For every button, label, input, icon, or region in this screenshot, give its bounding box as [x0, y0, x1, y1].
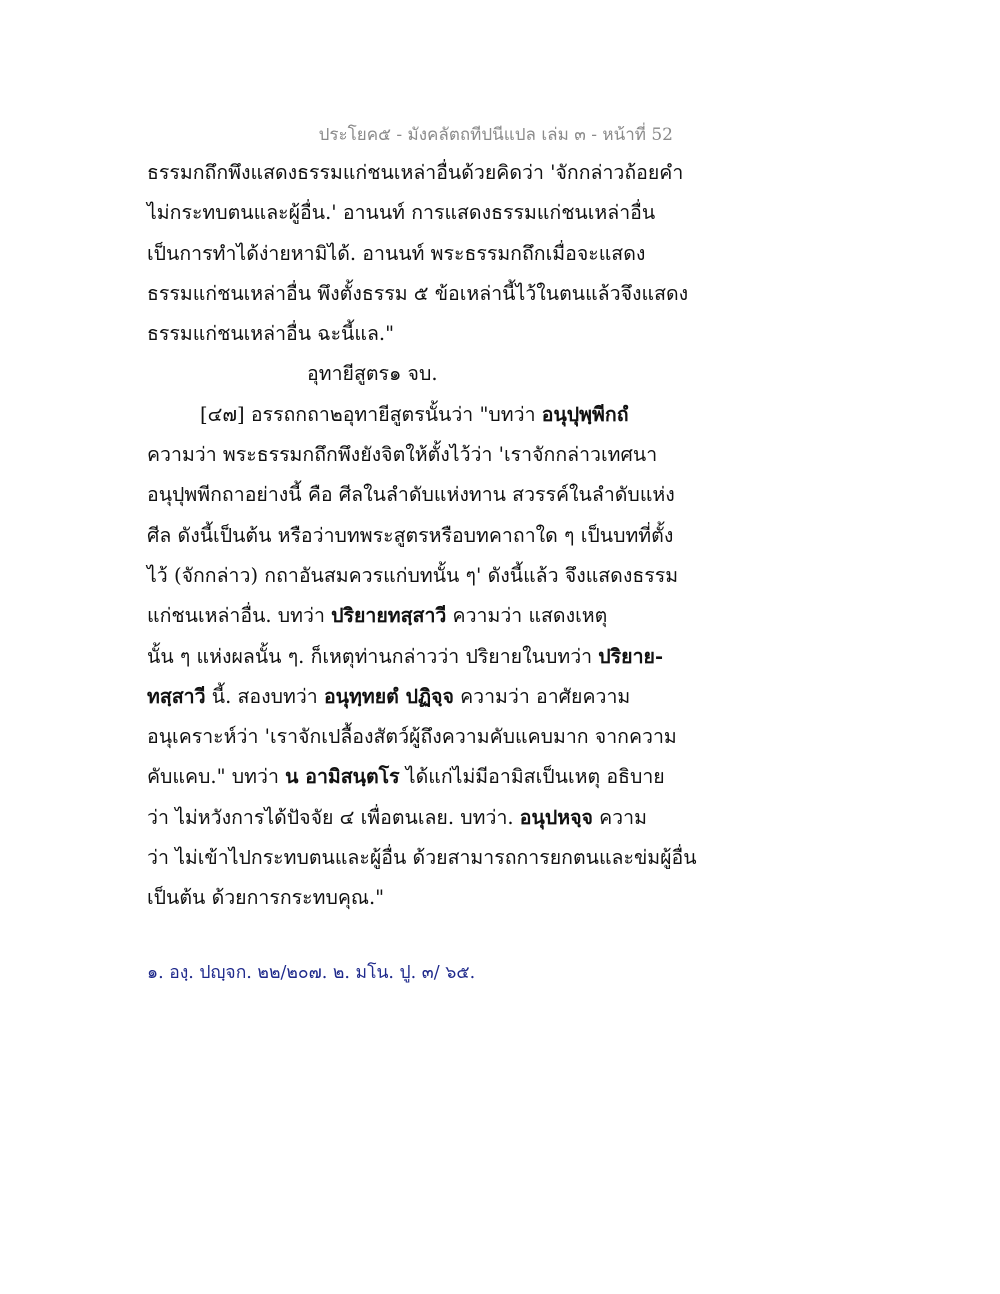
pali-term: น อามิสนฺตโร: [285, 765, 400, 789]
text-segment: ธรรมแก่ชนเหล่าอื่น พึงตั้งธรรม ๕ ข้อเหล่านี้ไว้ในตนแล้วจึงแสดง: [147, 281, 689, 305]
text-line: [147, 838, 697, 878]
text-line: [147, 274, 687, 314]
text-line: [147, 314, 687, 354]
sutta-end-line: [147, 354, 687, 394]
text-segment: ธรรมกถึกพึงแสดงธรรมแก่ชนเหล่าอื่นด้วยคิดว่า 'จักกล่าวถ้อยคำ: [147, 161, 684, 184]
text-segment: ความ: [592, 805, 647, 829]
text-segment: อนุปุพพีกถาอย่างนี้ คือ ศีลในลำดับแห่งทาน สวรรค์ในลำดับแห่ง: [147, 483, 675, 507]
text-segment: [๔๗] อรรถกถา๒อุทายีสูตรนั้นว่า "บทว่า: [200, 402, 542, 426]
text-line: [147, 234, 687, 274]
pali-term: ปริยาย-: [598, 644, 664, 668]
text-line: [147, 475, 687, 515]
text-segment: ว่า ไม่เข้าไปกระทบตนและผู้อื่น ด้วยสามารถการยกตนและข่มผู้อื่น: [147, 846, 697, 870]
text-segment: เป็นต้น ด้วยการกระทบคุณ.": [147, 886, 385, 910]
text-line: [147, 637, 687, 677]
text-segment: ธรรมแก่ชนเหล่าอื่น ฉะนี้แล.": [147, 322, 395, 346]
pali-term: ทสฺสาวี: [147, 684, 206, 708]
text-segment: นั้น ๆ แห่งผลนั้น ๆ. ก็เหตุท่านกล่าวว่า ปริยายในบทว่า: [147, 644, 599, 668]
text-line: [147, 677, 687, 717]
text-line: [147, 435, 687, 475]
text-segment: ไว้ (จักกล่าว) กถาอันสมควรแก่บทนั้น ๆ' ดังนี้แล้ว จึงแสดงธรรม: [147, 563, 679, 587]
text-segment: นี้. สองบทว่า: [205, 684, 324, 708]
text-line: [147, 878, 687, 918]
text-line: [147, 153, 687, 193]
footnote: ๑. องฺ. ปญฺจก. ๒๒/๒๐๗. ๒. มโน. ปู. ๓/ ๖๕.: [147, 963, 476, 983]
text-line: [147, 798, 687, 838]
text-line: [147, 717, 687, 757]
text-line: [147, 596, 687, 636]
text-segment: อนุเคราะห์ว่า 'เราจักเปลื้องสัตว์ผู้ถึงความคับแคบมาก จากความ: [147, 725, 677, 749]
text-segment: ว่า ไม่หวังการได้ปัจจัย ๔ เพื่อตนเลย. บทว่า.: [147, 805, 520, 829]
text-line: [147, 395, 687, 435]
text-segment: คับแคบ." บทว่า: [147, 765, 286, 789]
text-segment: ความว่า แสดงเหตุ: [446, 604, 608, 628]
text-segment: เป็นการทำได้ง่ายหามิได้. อานนท์ พระธรรมกถึกเมื่อจะแสดง: [147, 241, 646, 265]
text-segment: ได้แก่ไม่มีอามิสเป็นเหตุ อธิบาย: [399, 765, 665, 789]
page-header: ประโยค๕ - มังคลัตถทีปนีแปล เล่ม ๓ - หน้าที่ 52: [318, 125, 673, 145]
text-segment: ความว่า อาศัยความ: [453, 684, 631, 708]
body-text: [147, 153, 697, 919]
pali-term: อนุทฺทยตํ ปฏิจฺจ: [323, 684, 454, 708]
text-segment: ความว่า พระธรรมกถึกพึงยังจิตให้ตั้งไว้ว่า 'เราจักกล่าวเทศนา: [147, 443, 658, 467]
text-segment: อุทายีสูตร๑ จบ.: [307, 362, 438, 386]
text-line: [147, 193, 687, 233]
pali-term: อนุปหจฺจ: [519, 805, 593, 829]
pali-term: ปริยายทสฺสาวี: [331, 604, 447, 628]
text-line: [147, 556, 687, 596]
text-line: [147, 516, 687, 556]
pali-term: อนุปุพฺพีกถํ: [541, 402, 629, 426]
text-segment: ศีล ดังนี้เป็นต้น หรือว่าบทพระสูตรหรือบทคาถาใด ๆ เป็นบทที่ตั้ง: [147, 523, 674, 547]
text-segment: ไม่กระทบตนและผู้อื่น.' อานนท์ การแสดงธรรมแก่ชนเหล่าอื่น: [147, 201, 656, 225]
text-line: [147, 757, 687, 797]
text-segment: แก่ชนเหล่าอื่น. บทว่า: [147, 604, 332, 628]
